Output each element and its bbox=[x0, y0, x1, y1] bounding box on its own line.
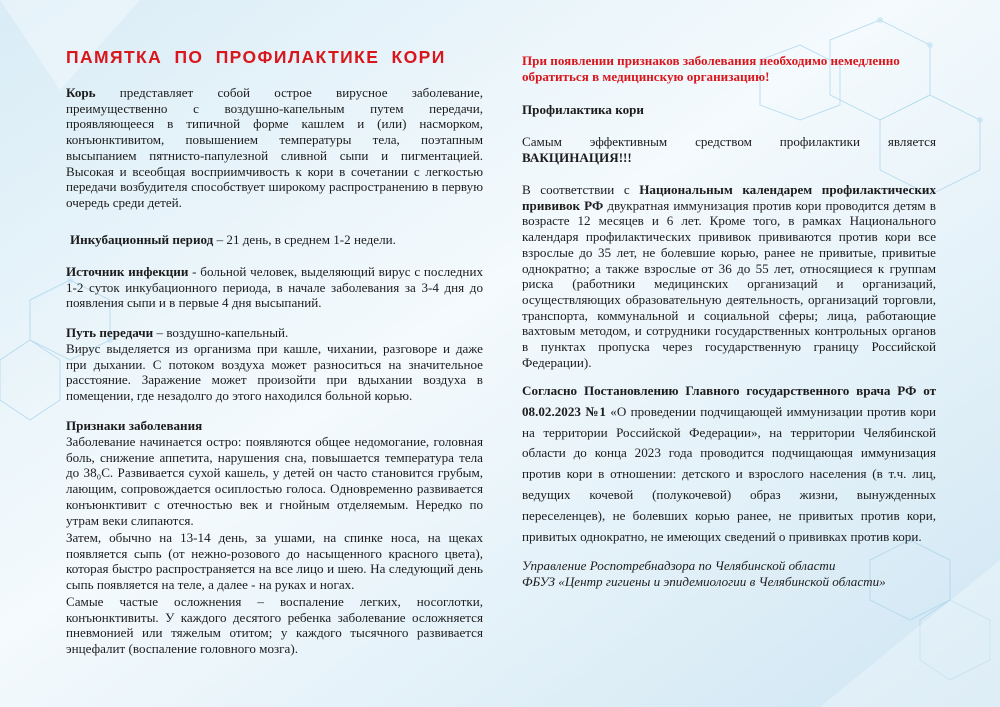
incubation-term: Инкубационный период bbox=[70, 232, 214, 247]
incubation-text: – 21 день, в среднем 1-2 недели. bbox=[213, 232, 396, 247]
warning-text: При появлении признаков заболевания необходимо немедленно обратиться в медицинскую организацию! bbox=[522, 53, 900, 84]
calendar-paragraph bbox=[522, 182, 936, 370]
signature-line-2: ФБУЗ «Центр гигиены и эпидемиологии в Челябинской области» bbox=[522, 574, 886, 589]
intro-text: представляет собой острое вирусное заболевание, преимущественно с воздушно-капельным путем передачи, проявляющееся в типичной форме кашлем и (или) насморком, конъюнктивитом, повышением температуры тела, поэтапным высыпанием пятнисто-папулезной сливной сыпи и пигментацией. Высокая и всеобщая восприимчивость к кори в сочетании с легкостью передачи возбудителя способствует широкому распространению в первую очередь среди детей. bbox=[66, 85, 483, 210]
signs-paragraph-2: Затем, обычно на 13-14 день, за ушами, на спинке носа, на щеках появляется сыпь (от нежно-розового до насыщенного красного цвета), которая быстро распространяется на все лицо и шею. На следующий день сыпь появляется на теле, а далее - на руках и ногах. bbox=[66, 530, 483, 593]
calendar-text: двукратная иммунизация против кори проводится детям в возрасте 12 месяцев и 6 лет. Кроме того, в рамках Национального календаря профилактических прививок прививаются против кори все взрослые до 35 лет, не болевшие корью, ранее не привитые, привитые однократно; а также взрослые от 36 до 55 лет, относящиеся к группам риска (работники медицинских организаций и организаций, осуществляющих образовательную деятельность, организаций торговли, транспорта, коммунальной и социальной сферы; лица, работающие вахтовым методом, и сотрудники государственных контрольных органов в пунктах пропуска через государственную границу Российской Федерации). bbox=[522, 197, 936, 370]
page-title: ПАМЯТКА ПО ПРОФИЛАКТИКЕ КОРИ bbox=[66, 47, 446, 67]
calendar-prefix: В соответствии с bbox=[522, 182, 640, 197]
route-term: Путь передачи bbox=[66, 325, 154, 340]
source-paragraph bbox=[66, 264, 483, 311]
vaccine-text: Самым эффективным средством профилактики является bbox=[522, 134, 936, 149]
decree-bold: Согласно Постановлению Главного государственного врача РФ от 08.02.2023 №1 bbox=[522, 383, 936, 419]
vaccine-paragraph bbox=[522, 134, 936, 165]
route-paragraph bbox=[66, 325, 483, 341]
intro-paragraph bbox=[66, 85, 483, 211]
vaccine-word: ВАКЦИНАЦИЯ!!! bbox=[522, 149, 632, 165]
signature-line-1: Управление Роспотребнадзора по Челябинской области bbox=[522, 558, 836, 573]
incubation-paragraph bbox=[70, 232, 483, 248]
signs-paragraph-3: Самые частые осложнения – воспаление легких, носоглотки, конъюнктивиты. У каждого десятого ребенка заболевание осложняется пневмонией или тяжелым отитом; у каждого тысячного развивается энцефалит (воспаление головного мозга). bbox=[66, 594, 483, 657]
prevention-heading: Профилактика кори bbox=[522, 102, 644, 117]
route-text: – воздушно-капельный. bbox=[153, 325, 289, 340]
signs-paragraph-1: Заболевание начинается остро: появляются общее недомогание, головная боль, снижение аппетита, нарушения сна, повышается температура тела до 38₀С. Развивается сухой кашель, у детей он часто становится грубым, лающим, сопровождается осиплостью голоса. Одновременно развивается конъюнктивит с отечностью век и гнойным отделяемым. Нередко по утрам веки слипаются. bbox=[66, 434, 483, 528]
source-term: Источник инфекции bbox=[66, 264, 189, 279]
route-details: Вирус выделяется из организма при кашле, чихании, разговоре и даже при дыхании. С потоком воздуха может разноситься на значительное расстояние. Заражение может произойти при вдыхании воздуха в помещении, где незадолго до этого находился больной корью. bbox=[66, 341, 483, 404]
calendar-bold: Национальным календарем профилактических прививок РФ bbox=[522, 182, 936, 213]
decree-paragraph bbox=[522, 381, 936, 547]
source-text: - больной человек, выделяющий вирус с последних 1-2 суток инкубационного периода, в начале заболевания за 3-4 дня до появления сыпи и в первые 4 дня высыпаний. bbox=[66, 264, 483, 311]
decree-text: «О проведении подчищающей иммунизации против кори на территории Российской Федерации», на территории Челябинской области до конца 2023 года проводится подчищающая иммунизация против кори в отношении: детского и взрослого населения (в т.ч. лиц, ведущих кочевой (полукочевой) образ жизни, вынужденных переселенцев), не болевших корью ранее, не привитых против кори, привитых однократно, не имеющих сведений о прививках против кори. bbox=[522, 403, 936, 544]
signs-heading: Признаки заболевания bbox=[66, 418, 203, 433]
intro-term: Корь bbox=[66, 85, 96, 100]
